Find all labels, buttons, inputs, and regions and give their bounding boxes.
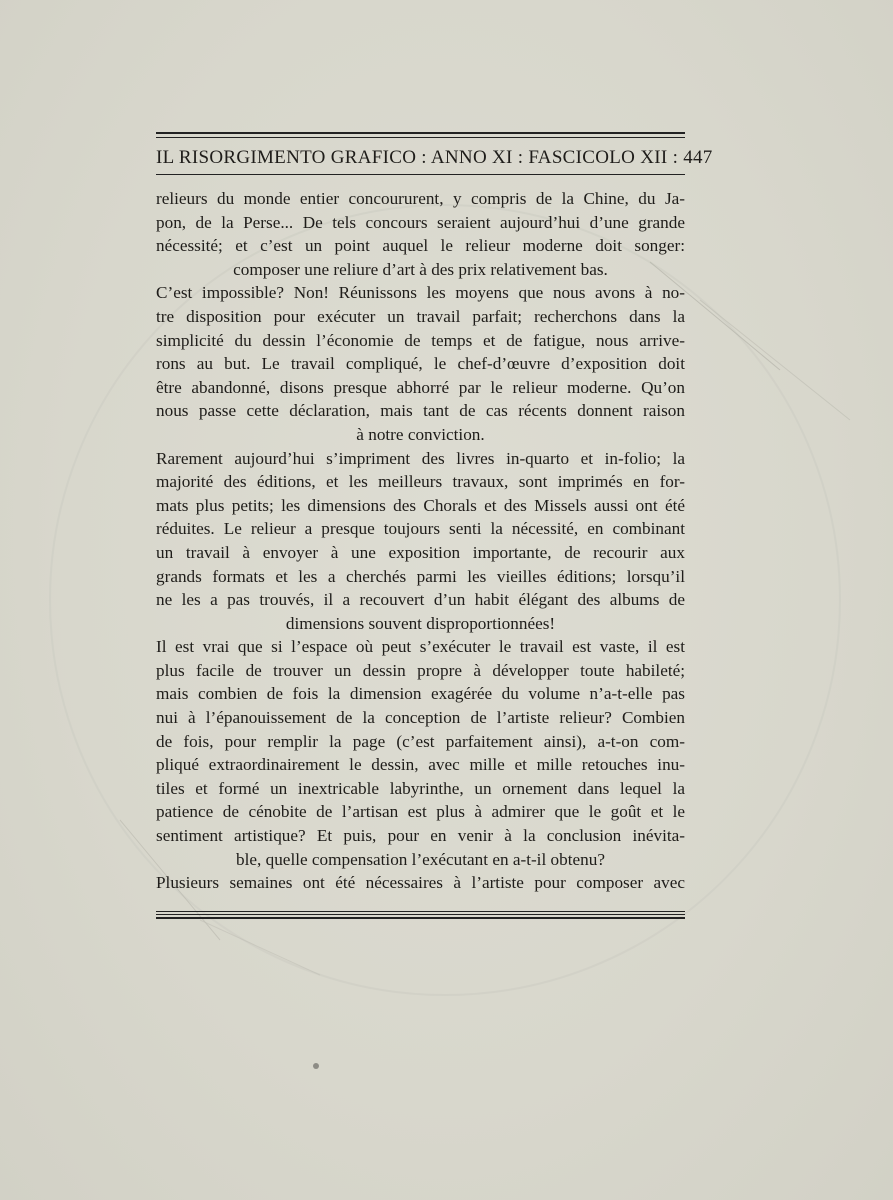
- text-line: tiles et formé un inextricable labyrinthe, un ornement dans lequel la: [156, 778, 685, 798]
- text-line: rons au but. Le travail compliqué, le chef-d’œuvre d’exposition doit: [156, 354, 685, 374]
- text-line: Rarement aujourd’hui s’impriment des livres in-quarto et in-folio; la: [156, 448, 685, 468]
- text-line: grands formats et les a cherchés parmi les vieilles éditions; lorsqu’il: [156, 566, 685, 586]
- header-double-rule: [156, 132, 685, 138]
- text-line: mats plus petits; les dimensions des Chorals et des Missels aussi ont été: [156, 495, 685, 515]
- body-text: [156, 187, 685, 895]
- text-line: mais combien de fois la dimension exagérée du volume n’a-t-elle pas: [156, 684, 685, 704]
- text-line: un travail à envoyer à une exposition importante, de recourir aux: [156, 542, 685, 562]
- footer-double-rule: [156, 911, 685, 919]
- text-line: nui à l’épanouissement de la conception de l’artiste relieur? Combien: [156, 708, 685, 728]
- text-line: tre disposition pour exécuter un travail parfait; recherchons dans la: [156, 306, 685, 326]
- text-line: nous passe cette déclaration, mais tant de cas récents donnent raison: [156, 401, 685, 421]
- text-line: à notre conviction.: [356, 424, 485, 444]
- text-line: pliqué extraordinairement le dessin, avec mille et mille retouches inu-: [156, 755, 685, 775]
- text-line: C’est impossible? Non! Réunissons les moyens que nous avons à no-: [156, 283, 685, 303]
- text-line: composer une reliure d’art à des prix relativement bas.: [233, 259, 608, 279]
- text-line: simplicité du dessin l’économie de temps et de fatigue, nous arrive-: [156, 330, 685, 350]
- text-line: dimensions souvent disproportionnées!: [285, 613, 556, 633]
- text-line: réduites. Le relieur a presque toujours senti la nécessité, en combinant: [156, 519, 685, 539]
- text-line: Il est vrai que si l’espace où peut s’exécuter le travail est vaste, il est: [156, 637, 685, 657]
- text-line: sentiment artistique? Et puis, pour en venir à la conclusion inévita-: [156, 826, 685, 846]
- text-line: ble, quelle compensation l’exécutant en a-t-il obtenu?: [236, 849, 605, 869]
- header-rule: [156, 174, 685, 175]
- paper-speck: [313, 1063, 319, 1069]
- text-line: nécessité; et c’est un point auquel le relieur moderne doit songer:: [156, 236, 685, 256]
- text-line: plus facile de trouver un dessin propre à développer toute habileté;: [156, 660, 685, 680]
- text-line: ne les a pas trouvés, il a recouvert d’un habit élégant des albums de: [156, 590, 685, 610]
- running-head: IL RISORGIMENTO GRAFICO : ANNO XI : FASCICOLO XII : 447: [156, 147, 713, 168]
- text-line: pon, de la Perse... De tels concours seraient aujourd’hui d’une grande: [156, 212, 685, 232]
- text-line: Plusieurs semaines ont été nécessaires à l’artiste pour composer avec: [156, 873, 685, 893]
- text-line: être abandonné, disons presque abhorré par le relieur moderne. Qu’on: [156, 377, 685, 397]
- text-line: de fois, pour remplir la page (c’est parfaitement ainsi), a-t-on com-: [156, 731, 685, 751]
- text-line: relieurs du monde entier concoururent, y compris de la Chine, du Ja-: [156, 189, 685, 208]
- text-line: majorité des éditions, et les meilleurs travaux, sont imprimés en for-: [156, 472, 685, 492]
- text-line: patience de cénobite de l’artisan est plus à admirer que le goût et le: [156, 802, 685, 822]
